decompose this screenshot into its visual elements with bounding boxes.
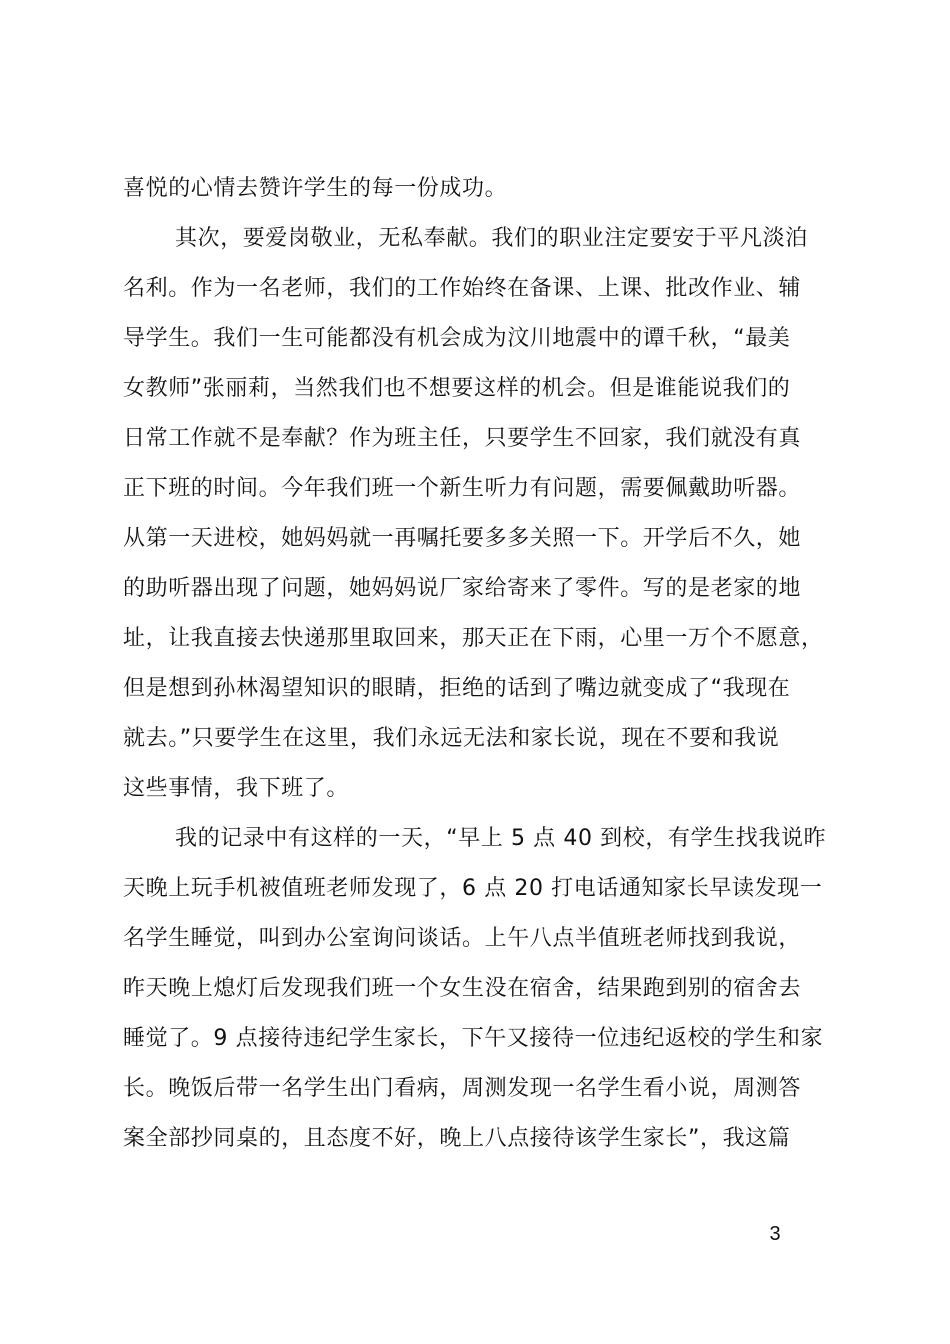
text-line: 昨天晚上熄灯后发现我们班一个女生没在宿舍，结果跑到别的宿舍去 <box>123 976 802 1001</box>
text-line: 正下班的时间。今年我们班一个新生听力有问题，需要佩戴助听器。 <box>123 476 802 501</box>
text-line: 日常工作就不是奉献？作为班主任，只要学生不回家，我们就没有真 <box>123 426 802 451</box>
page-number: 3 <box>769 1223 781 1245</box>
text-line: 就去。”只要学生在这里，我们永远无法和家长说，现在不要和我说 <box>123 726 780 751</box>
text-line: 睡觉了。9 点接待违纪学生家长，下午又接待一位违纪返校的学生和家 <box>123 1026 824 1051</box>
text-line: 案全部抄同桌的，且态度不好，晚上八点接待该学生家长”，我这篇 <box>123 1126 791 1151</box>
text-line: 喜悦的心情去赞许学生的每一份成功。 <box>123 176 508 201</box>
text-line: 的助听器出现了问题，她妈妈说厂家给寄来了零件。写的是老家的地 <box>123 576 802 601</box>
text-line: 但是想到孙林渴望知识的眼睛，拒绝的话到了嘴边就变成了“我现在 <box>123 676 791 701</box>
text-line: 址，让我直接去快递那里取回来，那天正在下雨，心里一万个不愿意， <box>123 626 824 651</box>
text-line: 长。晚饭后带一名学生出门看病，周测发现一名学生看小说，周测答 <box>123 1076 802 1101</box>
text-line: 名学生睡觉，叫到办公室询问谈话。上午八点半值班老师找到我说， <box>123 926 802 951</box>
text-line: 天晚上玩手机被值班老师发现了，6 点 20 打电话通知家长早读发现一 <box>123 876 823 901</box>
text-line: 导学生。我们一生可能都没有机会成为汶川地震中的谭千秋，“最美 <box>123 326 791 351</box>
text-line: 名利。作为一名老师，我们的工作始终在备课、上课、批改作业、辅 <box>123 276 802 301</box>
text-line: 从第一天进校，她妈妈就一再嘱托要多多关照一下。开学后不久，她 <box>123 526 802 551</box>
text-line: 我的记录中有这样的一天，“早上 5 点 40 到校，有学生找我说昨 <box>175 826 827 851</box>
text-line: 其次，要爱岗敬业，无私奉献。我们的职业注定要安于平凡淡泊 <box>175 226 808 251</box>
text-line: 女教师”张丽莉，当然我们也不想要这样的机会。但是谁能说我们的 <box>123 376 791 401</box>
text-line: 这些事情，我下班了。 <box>123 776 350 801</box>
body-text <box>123 164 848 1164</box>
